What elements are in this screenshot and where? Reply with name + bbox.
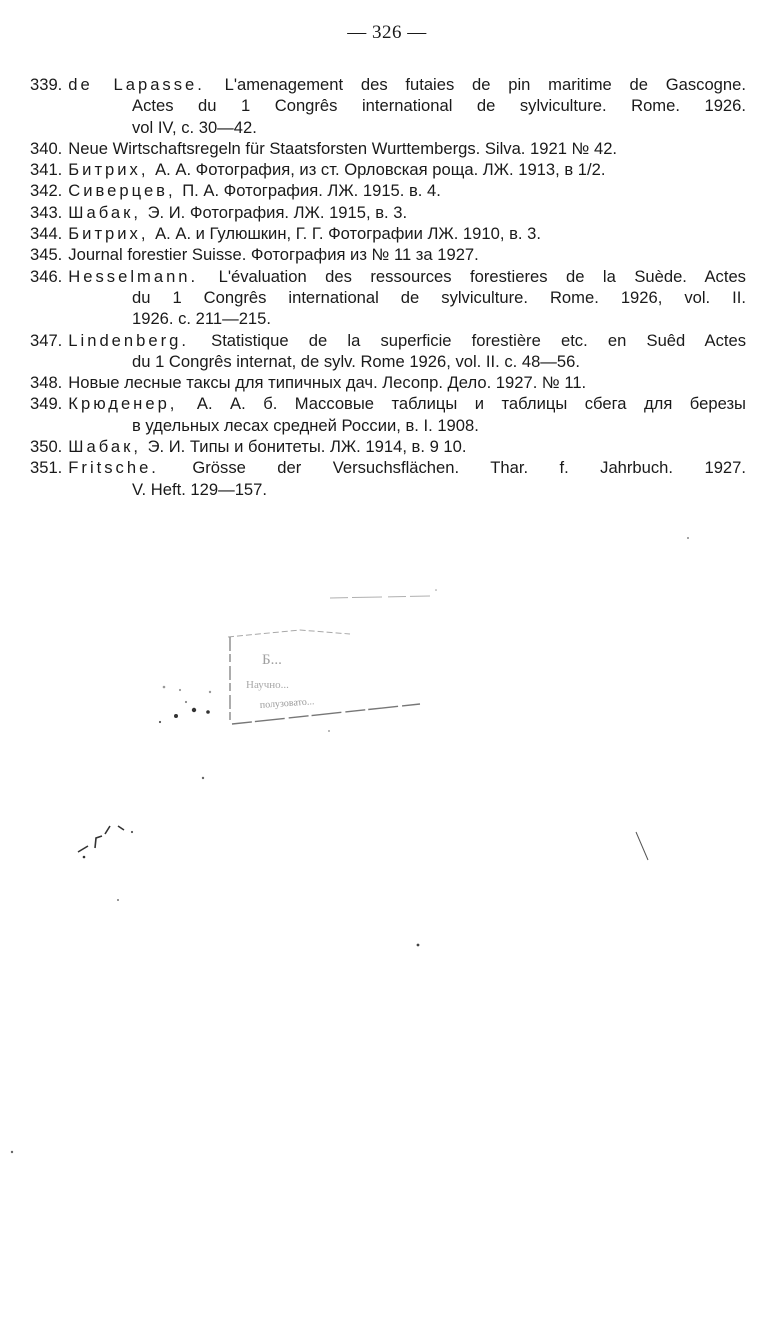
reference-text: А. А. и Гулюшкин, Г. Г. Фотографии ЛЖ. 1910, в. 3. (155, 224, 541, 244)
reference-author: Сиверцев, (68, 181, 176, 201)
reference-number: 344. (30, 224, 63, 244)
reference-first-line (30, 138, 746, 159)
reference-item (30, 393, 746, 436)
reference-text: Э. И. Типы и бонитеты. ЛЖ. 1914, в. 9 10. (147, 437, 467, 457)
reference-continuation: в удельных лесах средней России, в. I. 1908. (132, 415, 479, 435)
reference-number: 341. (30, 160, 63, 180)
reference-text: Neue Wirtschaftsregeln für Staatsforsten Wurttembergs. Silva. 1921 № 42. (68, 138, 618, 158)
reference-number: 340. (30, 138, 63, 158)
reference-continuation: du 1 Congrês internat, de sylv. Rome 1926, vol. II. c. 48—56. (132, 351, 580, 371)
stamp-line-2: Научно... (246, 679, 289, 691)
reference-number: 349. (30, 394, 63, 414)
reference-first-line (30, 202, 746, 223)
reference-item (30, 436, 746, 457)
reference-text: П. А. Фотография. ЛЖ. 1915. в. 4. (182, 181, 441, 201)
library-stamp (150, 592, 440, 742)
reference-continuation: Actes du 1 Congrês international de sylviculture. Rome. 1926. (132, 96, 746, 116)
reference-author: Lindenberg. (68, 330, 189, 350)
stamp-line-1: Б... (262, 652, 282, 668)
reference-author: Шабак, (68, 437, 141, 457)
reference-continuation: vol IV, c. 30—42. (132, 117, 257, 137)
reference-item (30, 457, 746, 500)
reference-item (30, 159, 746, 180)
reference-text: L'amenagement des futaies de pin maritime de Gascogne. (224, 75, 746, 94)
reference-number: 350. (30, 437, 63, 457)
reference-number: 339. (30, 75, 63, 94)
reference-text: Новые лесные таксы для типичных дач. Лесопр. Дело. 1927. № 11. (68, 373, 587, 393)
reference-text: А. А. б. Массовые таблицы и таблицы сбега для березы (196, 394, 746, 414)
reference-number: 351. (30, 458, 63, 478)
reference-first-line (30, 393, 746, 414)
reference-first-line (30, 330, 746, 351)
page-number: — 326 — (347, 22, 427, 43)
reference-item (30, 223, 746, 244)
reference-first-line (30, 244, 746, 265)
reference-number: 343. (30, 202, 63, 222)
reference-text: Grösse der Versuchsflächen. Thar. f. Jahrbuch. 1927. (192, 458, 746, 478)
reference-first-line (30, 457, 746, 478)
reference-text: Statistique de la superficie forestière etc. en Suêd Actes (211, 330, 746, 350)
reference-number: 345. (30, 245, 63, 265)
reference-item (30, 74, 746, 138)
reference-item (30, 330, 746, 373)
reference-first-line (30, 159, 746, 180)
reference-first-line (30, 180, 746, 201)
reference-author: Битрих, (68, 224, 149, 244)
reference-item (30, 202, 746, 223)
reference-first-line (30, 436, 746, 457)
reference-continuation: V. Heft. 129—157. (132, 479, 267, 499)
reference-first-line (30, 372, 746, 393)
reference-number: 347. (30, 330, 63, 350)
reference-item (30, 266, 746, 330)
reference-text: Journal forestier Suisse. Фотография из № 11 за 1927. (68, 245, 479, 265)
reference-text: А. А. Фотография, из ст. Орловская роща. ЛЖ. 1913, в 1/2. (155, 160, 606, 180)
reference-item (30, 372, 746, 393)
reference-list (30, 74, 746, 500)
reference-author: Fritsche. (68, 458, 159, 478)
reference-first-line (30, 223, 746, 244)
reference-first-line (30, 266, 746, 287)
reference-continuation: 1926. c. 211—215. (132, 309, 271, 329)
reference-first-line (30, 74, 746, 95)
reference-number: 342. (30, 181, 63, 201)
reference-item (30, 244, 746, 265)
reference-text: L'évaluation des ressources forestieres de la Suède. Actes (218, 266, 746, 286)
reference-number: 348. (30, 373, 63, 393)
reference-author: Шабак, (68, 202, 141, 222)
reference-continuation: du 1 Congrês international de sylviculture. Rome. 1926, vol. II. (132, 287, 746, 307)
reference-text: Э. И. Фотография. ЛЖ. 1915, в. 3. (147, 202, 408, 222)
reference-number: 346. (30, 266, 63, 286)
reference-author: Hesselmann. (68, 266, 199, 286)
reference-item (30, 180, 746, 201)
stamp-line-3: полузовато... (259, 696, 315, 711)
reference-item (30, 138, 746, 159)
reference-author: Крюденер, (68, 394, 178, 414)
reference-author: de Lapasse. (68, 75, 205, 94)
reference-author: Битрих, (68, 160, 149, 180)
